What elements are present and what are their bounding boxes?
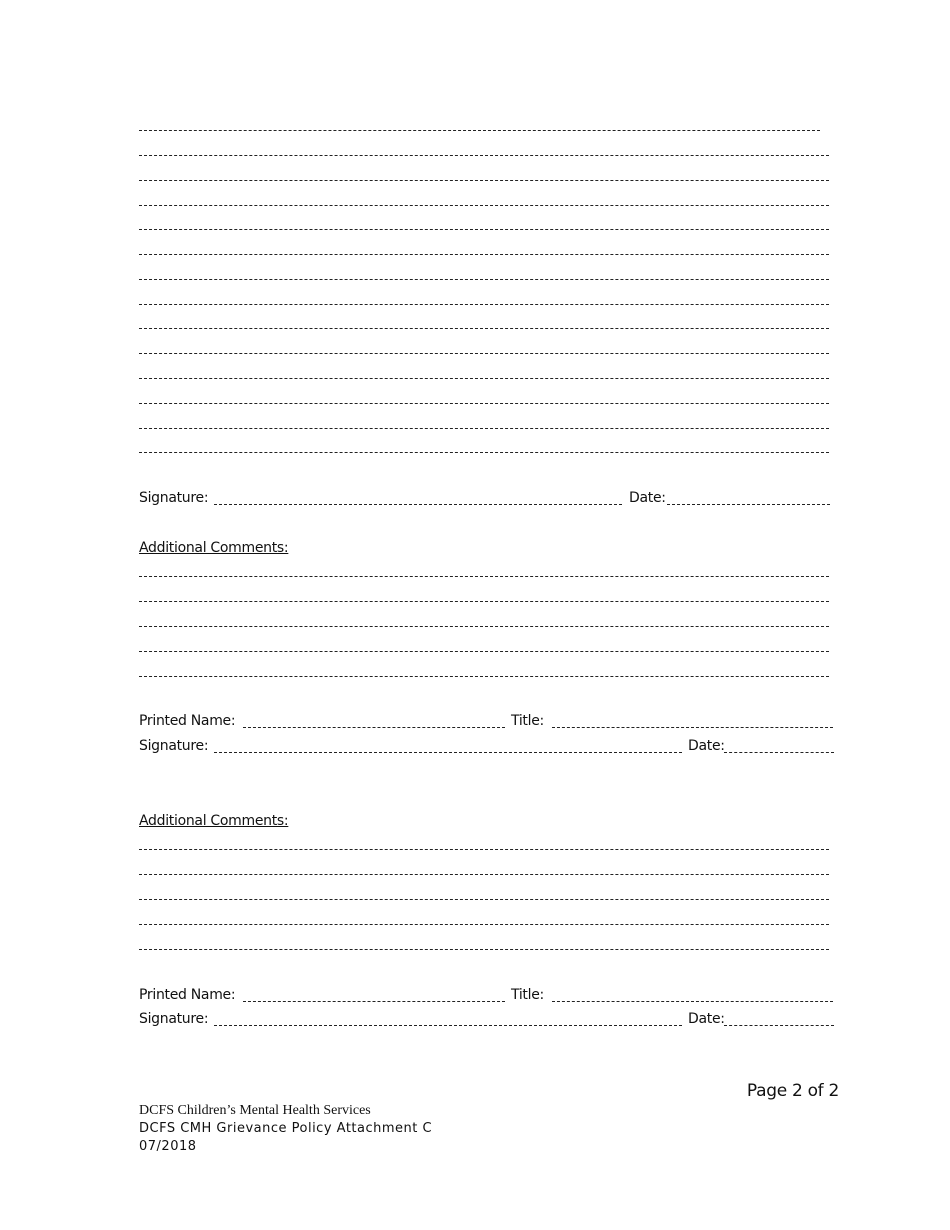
writing-line[interactable] xyxy=(139,155,829,156)
signature-field[interactable] xyxy=(214,504,622,505)
footer-org: DCFS Children’s Mental Health Services xyxy=(139,1103,371,1118)
page-number: Page 2 of 2 xyxy=(746,1081,839,1101)
footer-date: 07/2018 xyxy=(139,1139,197,1154)
writing-line[interactable] xyxy=(139,452,829,453)
printed-name-label: Printed Name: xyxy=(139,987,236,1003)
writing-line[interactable] xyxy=(139,205,829,206)
printed-name-label: Printed Name: xyxy=(139,713,236,729)
date-label: Date: xyxy=(629,490,666,506)
printed-name-field[interactable] xyxy=(243,727,505,728)
date-field[interactable] xyxy=(724,752,834,753)
signature-label: Signature: xyxy=(139,490,209,506)
signature-field[interactable] xyxy=(214,752,682,753)
writing-line[interactable] xyxy=(139,279,829,280)
comment-line[interactable] xyxy=(139,849,829,850)
title-label: Title: xyxy=(511,713,544,729)
comment-line[interactable] xyxy=(139,626,829,627)
comment-line[interactable] xyxy=(139,576,829,577)
signature-field[interactable] xyxy=(214,1025,682,1026)
comment-line[interactable] xyxy=(139,924,829,925)
writing-line[interactable] xyxy=(139,328,829,329)
title-field[interactable] xyxy=(552,727,833,728)
comment-line[interactable] xyxy=(139,601,829,602)
writing-line[interactable] xyxy=(139,378,829,379)
date-label: Date: xyxy=(688,1011,725,1027)
comment-line[interactable] xyxy=(139,676,829,677)
writing-line[interactable] xyxy=(139,304,829,305)
comment-line[interactable] xyxy=(139,899,829,900)
date-field[interactable] xyxy=(724,1025,834,1026)
writing-line[interactable] xyxy=(139,353,829,354)
additional-comments-heading: Additional Comments: xyxy=(139,540,289,556)
title-label: Title: xyxy=(511,987,544,1003)
writing-line[interactable] xyxy=(139,403,829,404)
comment-line[interactable] xyxy=(139,949,829,950)
writing-line[interactable] xyxy=(139,428,829,429)
writing-line[interactable] xyxy=(139,130,820,131)
comment-line[interactable] xyxy=(139,874,829,875)
title-field[interactable] xyxy=(552,1001,833,1002)
date-label: Date: xyxy=(688,738,725,754)
writing-line[interactable] xyxy=(139,254,829,255)
comment-line[interactable] xyxy=(139,651,829,652)
date-field[interactable] xyxy=(667,504,830,505)
additional-comments-heading: Additional Comments: xyxy=(139,813,289,829)
signature-label: Signature: xyxy=(139,738,209,754)
writing-line[interactable] xyxy=(139,229,829,230)
writing-line[interactable] xyxy=(139,180,829,181)
printed-name-field[interactable] xyxy=(243,1001,505,1002)
footer-document-title: DCFS CMH Grievance Policy Attachment C xyxy=(139,1121,433,1136)
signature-label: Signature: xyxy=(139,1011,209,1027)
